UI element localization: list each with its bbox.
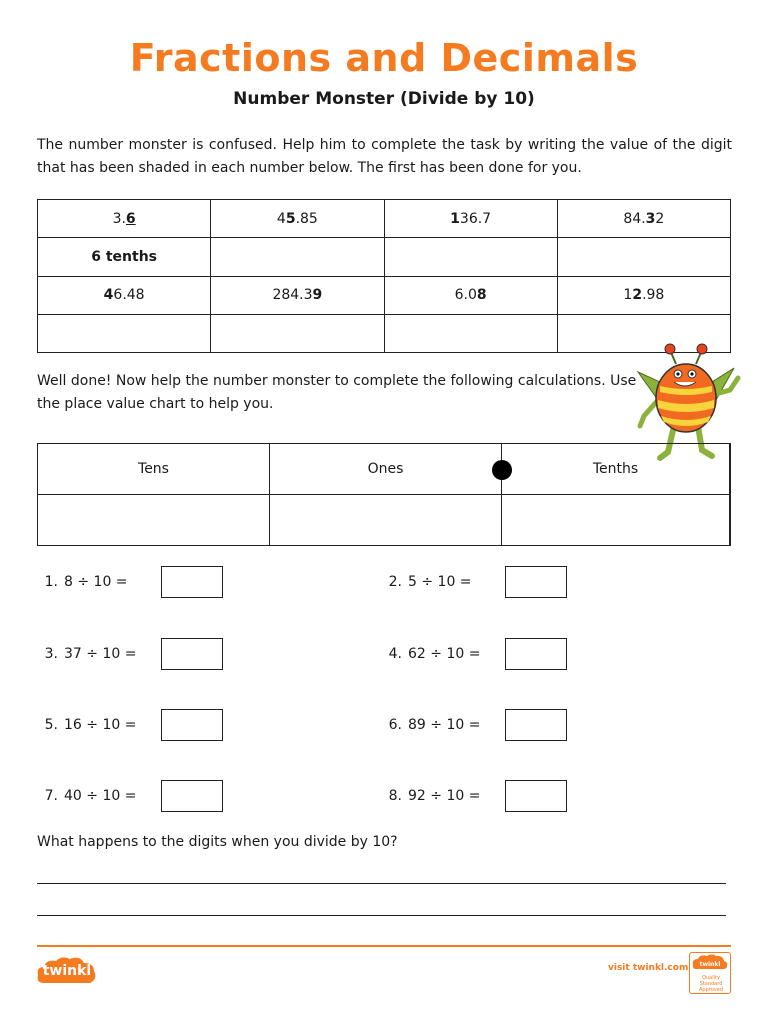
- pv-column-ones: [270, 444, 502, 545]
- pv-header-tens: Tens: [38, 444, 269, 495]
- answer-box[interactable]: [161, 638, 223, 670]
- question-8: 8. 92 ÷ 10 =: [380, 780, 567, 812]
- shaded-digit: 8: [476, 287, 487, 304]
- answer-box[interactable]: [505, 780, 567, 812]
- number-cell: 284.39: [211, 276, 384, 314]
- shaded-digit: 4: [103, 287, 114, 304]
- question-6: 6. 89 ÷ 10 =: [380, 709, 567, 741]
- shaded-digit: 5: [285, 210, 296, 227]
- decimal-point-dot: [492, 460, 512, 480]
- pv-column-tenths: [502, 444, 730, 545]
- footer-visit-link[interactable]: visit twinkl.com: [608, 963, 689, 973]
- footer-divider: [37, 945, 731, 947]
- answer-line[interactable]: [37, 883, 726, 884]
- quality-badge: [689, 952, 731, 994]
- shaded-digit: 6: [125, 210, 136, 227]
- answer-box[interactable]: [161, 566, 223, 598]
- question-4: 4. 62 ÷ 10 =: [380, 638, 567, 670]
- answer-box[interactable]: [505, 638, 567, 670]
- shaded-digit: 3: [645, 210, 656, 227]
- answer-cell[interactable]: [211, 314, 384, 352]
- number-cell: 45.85: [211, 200, 384, 238]
- answer-box[interactable]: [505, 709, 567, 741]
- answer-line[interactable]: [37, 915, 726, 916]
- number-cell: 12.98: [557, 276, 730, 314]
- twinkl-logo: [36, 955, 98, 987]
- question-7: 7. 40 ÷ 10 =: [36, 780, 223, 812]
- number-cell: 6.08: [384, 276, 557, 314]
- number-cell: 3.6: [38, 200, 211, 238]
- shaded-digit: 1: [450, 210, 460, 227]
- answer-box[interactable]: [161, 780, 223, 812]
- answer-cell[interactable]: [557, 238, 730, 276]
- table-row: [38, 238, 731, 276]
- pv-header-ones: Ones: [270, 444, 501, 495]
- reflection-question: What happens to the digits when you divide by 10?: [37, 834, 398, 850]
- badge-text: Quality Standard Approved: [699, 975, 723, 993]
- logo-text: twinkl: [42, 963, 92, 979]
- pv-header-tenths: Tenths: [502, 444, 729, 495]
- number-cell: 84.32: [557, 200, 730, 238]
- table-row: [38, 314, 731, 352]
- answer-cell[interactable]: [38, 314, 211, 352]
- answer-cell[interactable]: [384, 314, 557, 352]
- answer-cell[interactable]: [384, 238, 557, 276]
- intro-instructions: The number monster is confused. Help him to complete the task by writing the value of the digit that has been shaded in each number below. The first has been done for you.: [37, 137, 732, 176]
- page-title: Fractions and Decimals: [129, 36, 639, 80]
- number-cell: 46.48: [38, 276, 211, 314]
- question-3: 3. 37 ÷ 10 =: [36, 638, 223, 670]
- follow-up-instructions: Well done! Now help the number monster to complete the following calculations. Use the place value chart to help you.: [37, 373, 637, 412]
- badge-logo-text: twinkl: [699, 961, 721, 968]
- number-cell: 136.7: [384, 200, 557, 238]
- question-5: 5. 16 ÷ 10 =: [36, 709, 223, 741]
- digit-value-table: [37, 199, 731, 353]
- table-row: [38, 200, 731, 238]
- answer-box[interactable]: [505, 566, 567, 598]
- shaded-digit: 2: [632, 287, 643, 304]
- page-subtitle: Number Monster (Divide by 10): [233, 89, 535, 109]
- answer-box[interactable]: [161, 709, 223, 741]
- shaded-digit: 9: [312, 287, 323, 304]
- place-value-chart: [37, 443, 731, 546]
- answer-cell[interactable]: [211, 238, 384, 276]
- answer-cell-example: 6 tenths: [38, 238, 211, 276]
- question-1: 1. 8 ÷ 10 =: [36, 566, 223, 598]
- question-2: 2. 5 ÷ 10 =: [380, 566, 567, 598]
- table-row: [38, 276, 731, 314]
- pv-column-tens: [38, 444, 270, 545]
- badge-cloud-icon: [690, 953, 730, 973]
